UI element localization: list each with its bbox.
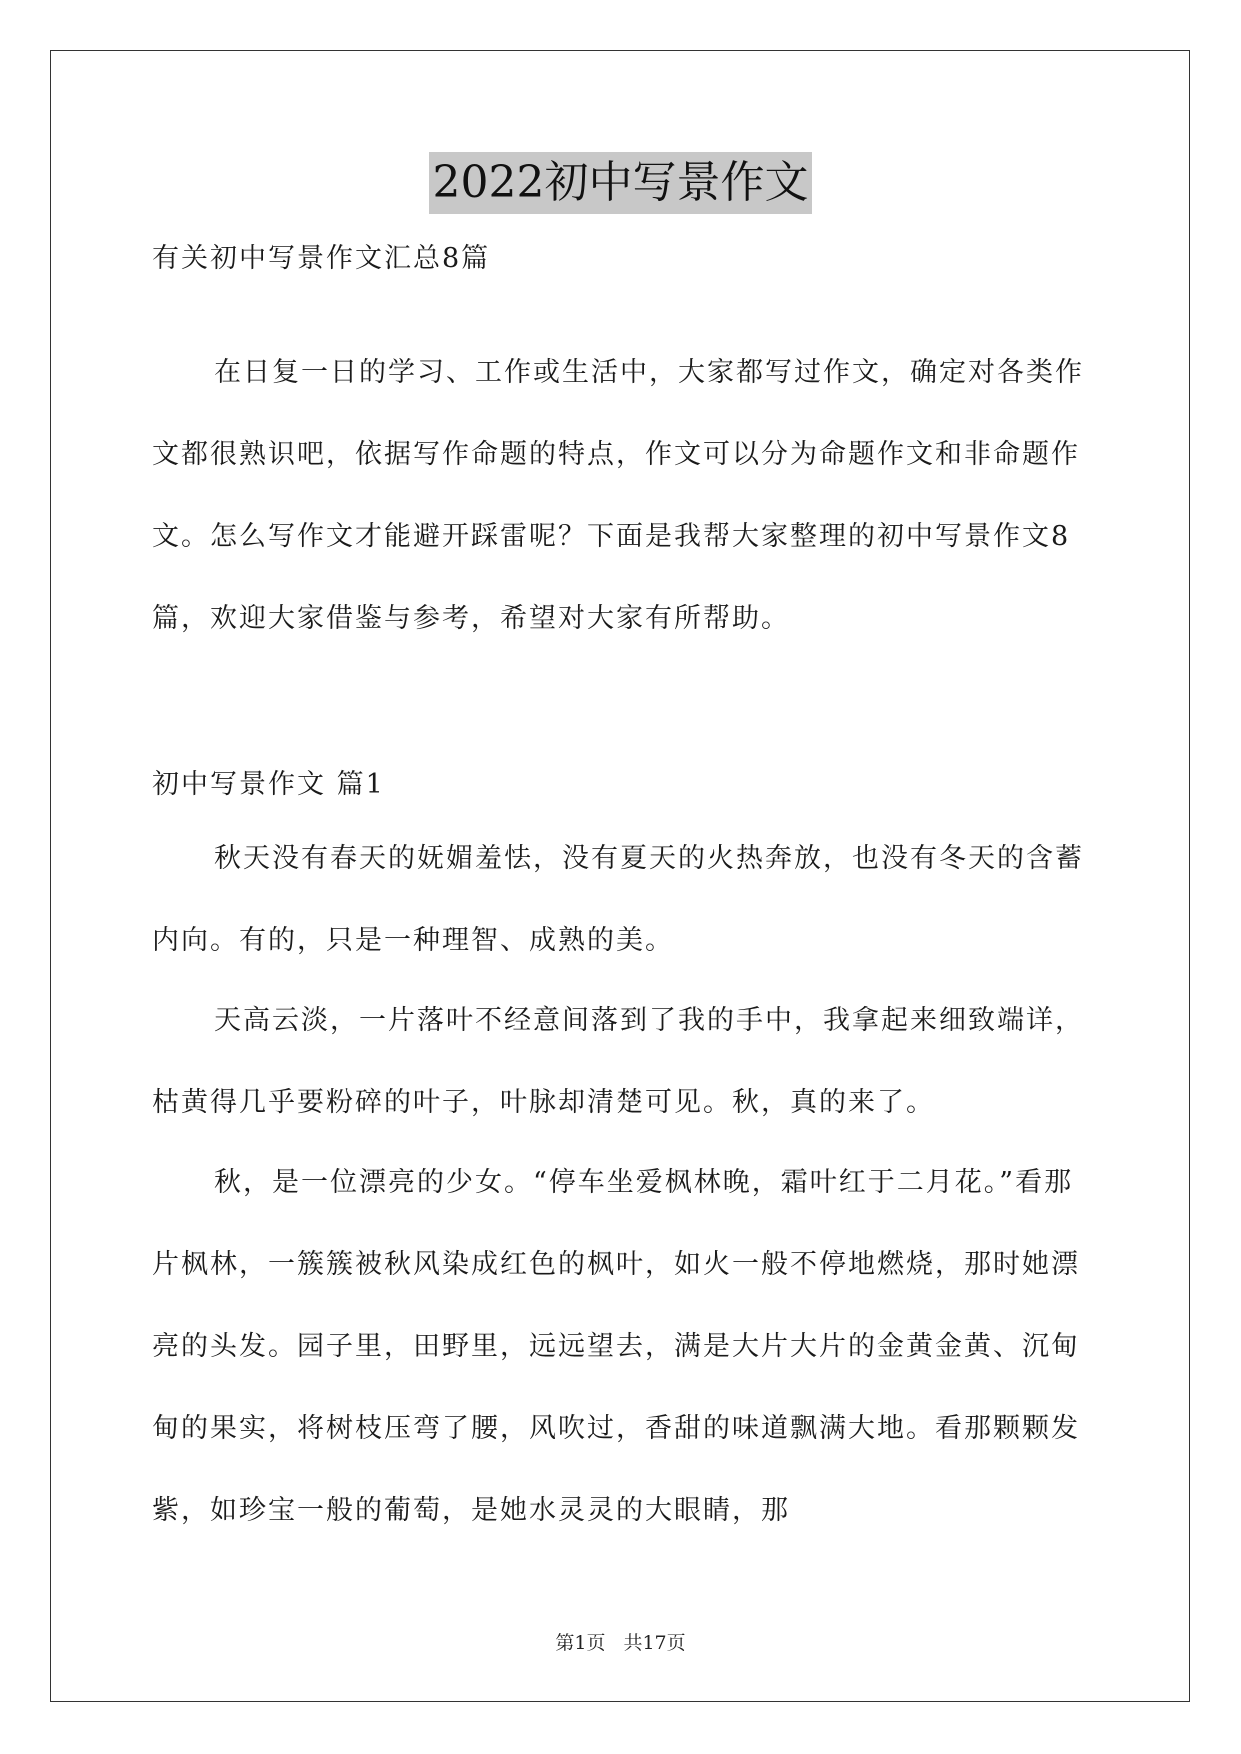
page-footer — [0, 1628, 1241, 1655]
document-subtitle: 有关初中写景作文汇总8篇 — [152, 243, 491, 274]
title-container — [0, 152, 1241, 214]
page-number: 第1页 — [555, 1632, 606, 1654]
page-total: 共17页 — [623, 1632, 686, 1654]
document-title: 2022初中写景作文 — [429, 152, 813, 214]
intro-paragraph: 在日复一日的学习、工作或生活中，大家都写过作文，确定对各类作文都很熟识吧，依据写作命题的特点，作文可以分为命题作文和非命题作文。怎么写作文才能避开踩雷呢？下面是我帮大家整理的初中写景作文8篇，欢迎大家借鉴与参考，希望对大家有所帮助。 — [152, 357, 1084, 634]
body-paragraph-2: 天高云淡，一片落叶不经意间落到了我的手中，我拿起来细致端详，枯黄得几乎要粉碎的叶子，叶脉却清楚可见。秋，真的来了。 — [152, 1005, 1084, 1118]
body-paragraph-3: 秋，是一位漂亮的少女。“停车坐爱枫林晚，霜叶红于二月花。”看那片枫林，一簇簇被秋风染成红色的枫叶，如火一般不停地燃烧，那时她漂亮的头发。园子里，田野里，远远望去，满是大片大片的金黄金黄、沉甸甸的果实，将树枝压弯了腰，风吹过，香甜的味道飘满大地。看那颗颗发紫，如珍宝一般的葡萄，是她水灵灵的大眼睛，那 — [152, 1167, 1080, 1526]
body-paragraph-1: 秋天没有春天的妩媚羞怯，没有夏天的火热奔放，也没有冬天的含蓄内向。有的，只是一种理智、成熟的美。 — [152, 843, 1084, 956]
section-heading: 初中写景作文 篇1 — [152, 769, 385, 800]
